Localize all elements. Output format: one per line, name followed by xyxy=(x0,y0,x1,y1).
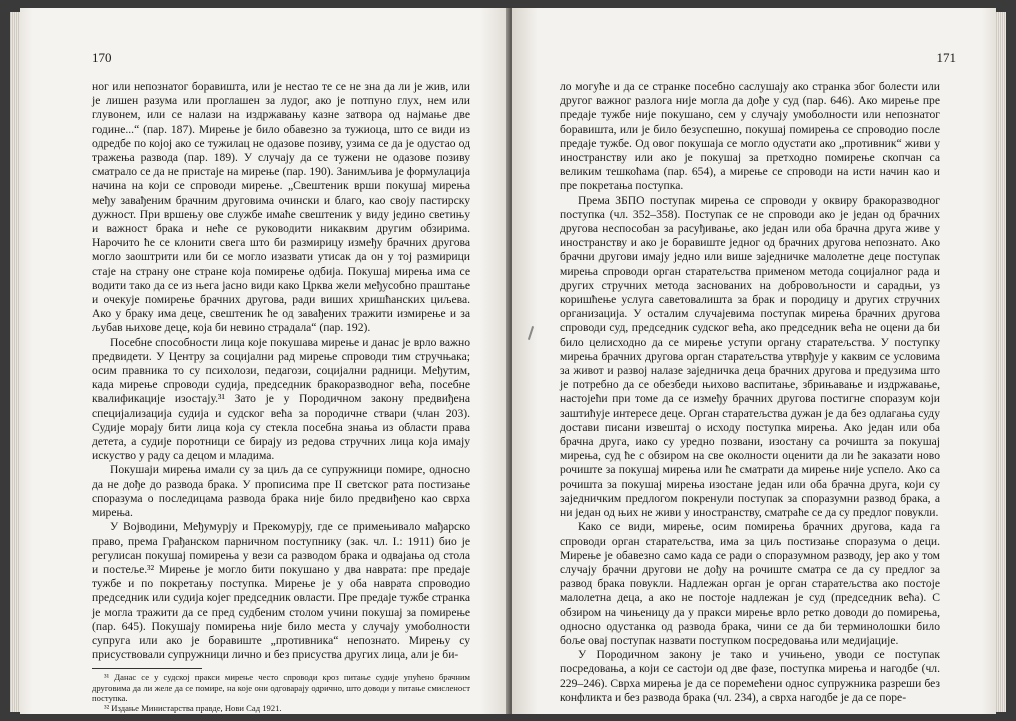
left-page xyxy=(20,8,510,714)
footnote-divider xyxy=(92,668,202,669)
paragraph: Како се види, мирење, осим помирења брачних другова, када га спроводи орган старатељства, има за циљ постизање споразума о деци. Мирење је обавезно само када се ради о споразумном разводу, јер ако у том случају брачни другови не дођу на рочиште сматра се да су предлог за развод брака повукли. Надлежан орган је орган старатељства ако постоје малолетна деца, а ако не постоје надлежан је суд (председник већа). С обзиром на чињеницу да у пракси мирење врло ретко доводи до помирења, односно одустанка од развода брака, чини се да би терминолошки било боље овај поступак назвати поступком посредовања или медијације. xyxy=(560,520,940,647)
page-number-right: 171 xyxy=(936,50,956,65)
page-edges-right xyxy=(996,12,1006,712)
paragraph: У Породичном закону је тако и учињено, уводи се поступак посредовања, а који се састоји од две фазе, поступка мирења и нагодбе (чл. 229–246). Сврха мирења је да се поремећени однос супружника разреши без конфликта и без развода брака (чл. 234), а сврха нагодбе је да се поре- xyxy=(560,648,940,704)
right-page-body xyxy=(560,80,940,705)
paragraph: Покушаји мирења имали су за циљ да се супружници помире, односно да не дође до развода брака. У прописима пре II светског рата постизање споразума о последицама развода брака није било предвиђено као сврха мирења. xyxy=(92,463,470,520)
paragraph: У Војводини, Међумурју и Прекомурју, где се примењивало мађарско право, према Грађанском парничном поступнику (зак. чл. I.: 1911) био је регулисан покушај помирења у вези са разводом брака и одвајања од стола и постеље.³² Мирење је могло бити покушано у два наврата: пре предаје тужбе и по покретању поступка. Мирење је у оба наврата спроводио председник или судија којег председник овласти. Пре предаје тужбе странка је могла тражити да се пред судбеним столом учини покушај за помирење (пар. 645). Покушају помирења није било места у случају умоболности супруга или ако је боравиште „противника“ непознато. Мирењу су присуствовали супружници лично и без присуства других лица, али је би- xyxy=(92,520,470,662)
pencil-margin-mark xyxy=(528,326,534,340)
paragraph: ног или непознатог боравишта, или је нестао те се не зна да ли је жив, или је лишен разума или проглашен за лудог, ако је потпуно глух, нем или глувонем, или се налази на издржавању казне затвора од најмање две године...“ (пар. 187). Мирење је било обавезно за тужиоца, што се види из одредбе по којој ако се тужилац не одазове позиву, узима се да је одустао од тражења развода (пар. 189). У случају да се тужени не одазове позиву сматрало се да не пристаје на мирење (пар. 190). Занимљива је формулација начина на који се спроводи мирење. „Свештеник врши покушај мирења међу завађеним брачним друговима очински и благо, као своју пастирску дужност. При вршењу ове службе имаће свештеник у виду једино светињу и важност брака и неће се руководити никаквим другим обзирима. Нарочито ће се клонити свега што би размирицу између брачних другова могло заоштрити или би се могло изазвати утисак да он у тој размирици стаје на страну оне стране која помирење одбија. Покушај мирења има се водити тако да се из њега јасно види како Црква жели међусобно праштање и очекује помирење брачних другова, ради виших хришћанских циљева. Ако у браку има деце, свештеник ће од завађених тражити измирење и за љубав њихове деце, која би невино страдала“ (пар. 192). xyxy=(92,80,470,335)
page-number-left: 170 xyxy=(92,50,112,65)
paragraph: ло могуће и да се странке посебно саслушају ако странка због болести или другог важног разлога није могла да дође у суд (пар. 646). Ако мирење пре предаје тужбе није покушано, сем у случају умоболности или непознатог боравишта, или је било безуспешно, покушај помирења се спроводио после предаје тужбе. Од овог покушаја се могло одустати ако „противник“ живи у иностранству или ако је покушај за претходно помирење скопчан са великим тешкоћама (пар. 654), а мирење се спроводи на исти начин као и пре покретања поступка. xyxy=(560,80,940,193)
paragraph: Према ЗБПО поступак мирења се спроводи у оквиру бракоразводног поступка (чл. 352–358). Поступак се не спроводи ако је један од брачних другова неспособан за расуђивање, ако један или оба брачна друга живе у иностранству и ако је боравиште једног од брачних другова непознато. Ако брачни другови имају једно или више заједничке малолетне деце поступак мирења спроводи орган старатељства применом метода социјалног рада и других стручних метода заснованих на добровољности и сарадњи, уз коришћење услуга саветовалишта за брак и породицу и других стручних организација. У осталим случајевима поступак мирења брачних другова спроводи суд, председник судског већа, ако председник већа не оцени да би било целисходно да се мирење уступи органу старатељства. У поступку мирења брачних другова орган старатељства утврђује у каквим се условима за живот и развој налазе заједничка деца брачних другова и предузима што је потребно да се обезбеди њихово васпитање, збрињавање и издржавање, настојећи при томе да се између брачних другова постигне споразум који заштићује интересе деце. Орган старатељства дужан је да без одлагања суду достави писани извештај о исходу поступка мирења. Ако један или оба брачна друга, иако су уредно позвани, изостану са рочишта за покушај мирења, суд ће с обзиром на све околности оценити да ли ће заказати ново рочиште за покушај мирења или ће сматрати да мирење није успело. Ако са рочишта за покушај мирења изостане један или оба брачна друга, који су заједничким предлогом покренули поступак за споразумни развод брака, а ни један од њих не живи у иностранству, сматраће се да су предлог повукли. xyxy=(560,193,940,520)
footnote: ³² Издање Министарства правде, Нови Сад 1921. xyxy=(104,702,282,713)
page-edges-left xyxy=(10,12,20,712)
left-page-body xyxy=(92,80,470,713)
footnote: ³¹ Данас се у судској пракси мирење често спроводи кроз питање судије упућено брачним друговима да ли желе да се помире, на које они одговарају одрично, што доводи у питање смисленост поступка. xyxy=(92,672,470,703)
right-page xyxy=(512,8,996,714)
paragraph: Посебне способности лица које покушава мирење и данас је врло важно предвидети. У Центру за социјални рад мирење спроводи тим стручњака; осим правника то су психолози, педагози, социјални радници. Међутим, када мирење спроводи судија, председник бракоразводног већа, посебне квалификације изостају.³¹ Зато је у Породичном закону предвиђена специјализација судија и судског већа за породичне ствари (члан 203). Судије морају бити лица која су стекла посебна знања из области права детета, а судије поротници се бирају из редова стручних лица која имају искуство у раду са децом и младима. xyxy=(92,335,470,463)
